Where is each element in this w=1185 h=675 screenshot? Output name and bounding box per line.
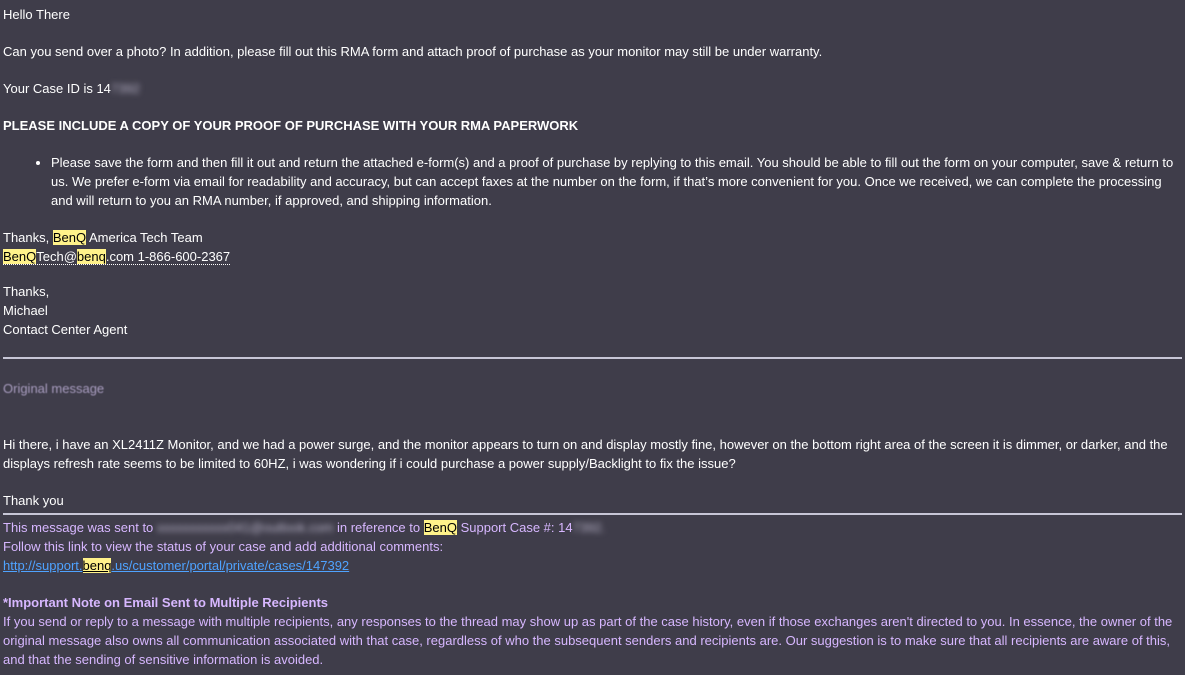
case-id-line [3, 79, 1182, 98]
contact-details[interactable] [3, 249, 230, 265]
instruction-bullet: • Please save the form and then fill it out and return the attached e-form(s) and a proof of purchase by replying to this email. You should be able to fill out the form on your computer, save & return to us. We prefer e-form via email for readability and accuracy, but can accept faxes at the number on the form, if that’s more convenient for you. Once we received, we can complete the processing and will return to you an RMA number, if approved, and shipping information. [51, 153, 1182, 210]
original-message-label: Original message [3, 381, 105, 396]
instruction-list [3, 153, 1182, 210]
agent-name: Michael [3, 303, 48, 318]
case-status-link[interactable] [3, 558, 349, 573]
contact-tail: .com 1-866-600-2367 [105, 249, 231, 264]
agent-title: Contact Center Agent [3, 322, 128, 337]
link-brand-highlight: benq [82, 558, 112, 573]
sent-prefix: This message was sent to [3, 520, 157, 535]
link-suffix: .us/customer/portal/private/cases/147392 [111, 558, 350, 573]
signature-thanks: Thanks, [3, 230, 53, 245]
contact-line [3, 247, 1182, 266]
domain-highlight: benq [76, 249, 106, 264]
request-text: Can you send over a photo? In addition, please fill out this RMA form and attach proof of purchase as your monitor may still be under warranty. [3, 44, 823, 59]
greeting: Hello There [3, 7, 70, 22]
brand-highlight: BenQ [423, 520, 457, 535]
sent-case-blurred: 7392. [572, 520, 606, 535]
link-prefix: http://support. [3, 558, 83, 573]
sent-ref: in reference to [333, 520, 424, 535]
sent-case: Support Case #: 14 [456, 520, 573, 535]
sent-notice [3, 518, 1182, 537]
proof-notice: PLEASE INCLUDE A COPY OF YOUR PROOF OF PURCHASE WITH YOUR RMA PAPERWORK [3, 118, 579, 133]
sent-email-blurred: xxxxxxxxxxx041@outlook.com [156, 520, 334, 535]
divider [3, 513, 1182, 515]
agent-thanks: Thanks, [3, 284, 50, 299]
signature-team-name: America Tech Team [86, 230, 203, 245]
original-closing: Thank you [3, 493, 64, 508]
signature-team [3, 228, 1182, 247]
brand-highlight: BenQ [52, 230, 87, 245]
contact-mid: Tech@ [36, 249, 77, 264]
follow-link-text: Follow this link to view the status of your case and add additional comments: [3, 539, 444, 554]
original-message-body: Hi there, i have an XL2411Z Monitor, and we had a power surge, and the monitor appears to turn on and display mostly fine, however on the bottom right area of the screen it is dimmer, or darker, and the displays refresh rate seems to be limited to 60HZ, i was wondering if i could purchase a power supply/Backlight to fix the issue? [3, 437, 1168, 471]
important-note-body: If you send or reply to a message with multiple recipients, any responses to the thread may show up as part of the case history, even if those exchanges aren't directed to you. In essence, the owner of the original message also owns all communication associated with that case, regardless of who the subsequent senders and recipients are. Our suggestion is to make sure that all recipients are aware of this, and that the sending of sensitive information is avoided. [3, 614, 1173, 667]
brand-highlight: BenQ [3, 249, 37, 264]
case-link-line [3, 556, 1182, 575]
important-note-title: *Important Note on Email Sent to Multiple Recipients [3, 595, 329, 610]
case-id-blurred: 7392 [110, 81, 140, 96]
case-id-prefix: Your Case ID is 14 [3, 81, 111, 96]
